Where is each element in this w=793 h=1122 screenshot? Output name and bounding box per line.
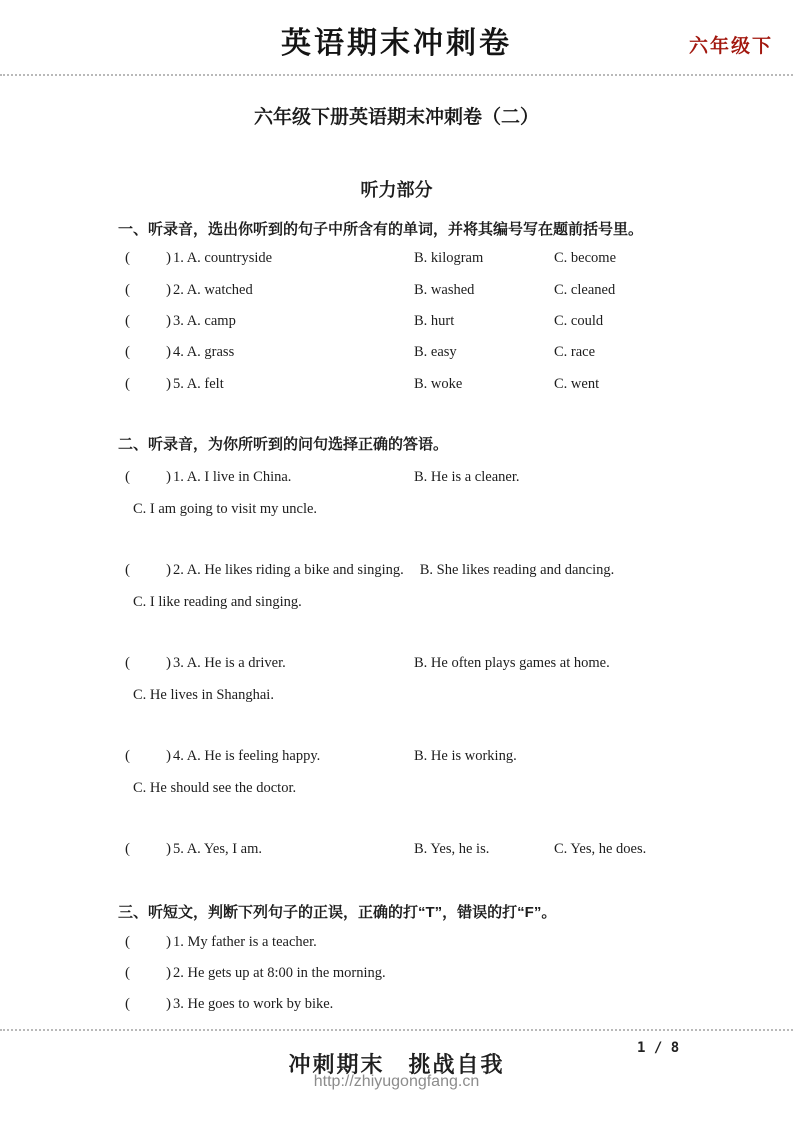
bracket-close: ) (166, 562, 171, 579)
answer-bracket (125, 748, 171, 765)
question-row (0, 274, 793, 305)
section-3-instruction: 三、听短文，判断下列句子的正误，正确的打“T”，错误的打“F”。 (118, 903, 557, 921)
question-row (0, 462, 793, 494)
bracket-open: ( (125, 933, 130, 950)
question-block (0, 834, 793, 866)
answer-bracket (125, 934, 171, 951)
statement: 1. My father is a teacher. (173, 933, 317, 950)
statement: 3. He goes to work by bike. (173, 995, 334, 1012)
option-c: C. went (554, 375, 600, 392)
section-2-questions (0, 462, 793, 866)
answer-bracket (125, 965, 171, 982)
bracket-close: ) (166, 281, 171, 298)
grade-badge: 六年级下 (688, 36, 773, 57)
answer-bracket (125, 313, 171, 330)
question-row (0, 989, 793, 1020)
answer-bracket (125, 841, 171, 858)
bracket-open: ( (125, 281, 130, 298)
answer-bracket (125, 376, 171, 393)
option-c: C. cleaned (554, 281, 616, 298)
bracket-open: ( (125, 562, 130, 579)
option-b: B. hurt (414, 312, 455, 329)
bracket-close: ) (166, 933, 171, 950)
question-row (0, 927, 793, 958)
answer-bracket (125, 344, 171, 361)
page-indicator: 1 / 8 (637, 1040, 680, 1056)
option-a: 1. A. I live in China. (173, 469, 292, 486)
option-c: C. He lives in Shanghai. (133, 687, 274, 704)
option-a: 1. A. countryside (173, 250, 273, 267)
bracket-close: ) (166, 995, 171, 1012)
bracket-open: ( (125, 655, 130, 672)
answer-bracket (125, 996, 171, 1013)
option-b: B. Yes, he is. (414, 841, 490, 858)
question-row (0, 648, 793, 680)
answer-bracket (125, 562, 171, 579)
bracket-close: ) (166, 250, 171, 267)
footer-divider (0, 1029, 793, 1031)
answer-bracket (125, 469, 171, 486)
bracket-close: ) (166, 655, 171, 672)
section-3-questions (0, 927, 793, 1020)
option-b: B. kilogram (414, 250, 484, 267)
option-b: B. He is a cleaner. (414, 469, 520, 486)
question-block (0, 462, 793, 526)
option-a: 5. A. felt (173, 375, 224, 392)
option-b: B. easy (414, 344, 457, 361)
page-content (0, 75, 793, 1020)
option-c: C. I like reading and singing. (133, 594, 302, 611)
question-row (0, 337, 793, 368)
question-row (0, 306, 793, 337)
option-a: 4. A. He is feeling happy. (173, 748, 321, 765)
option-b: B. He often plays games at home. (414, 655, 610, 672)
question-block (0, 555, 793, 619)
option-c: C. He should see the doctor. (133, 780, 297, 797)
bracket-open: ( (125, 312, 130, 329)
bracket-open: ( (125, 995, 130, 1012)
bracket-close: ) (166, 841, 171, 858)
bracket-close: ) (166, 312, 171, 329)
option-b: B. woke (414, 375, 463, 392)
question-row (0, 741, 793, 773)
question-row (0, 555, 793, 587)
document-title: 六年级下册英语期末冲刺卷（二） (253, 107, 539, 128)
option-c: C. Yes, he does. (554, 841, 647, 858)
section-1-questions (0, 243, 793, 400)
option-b: B. washed (414, 281, 475, 298)
bracket-open: ( (125, 841, 130, 858)
option-b: B. She likes reading and dancing. (419, 562, 615, 579)
bracket-open: ( (125, 964, 130, 981)
option-a: 2. A. watched (173, 281, 253, 298)
section-1-instruction: 一、听录音，选出你听到的句子中所含有的单词，并将其编号写在题前括号里。 (118, 221, 644, 238)
bracket-close: ) (166, 469, 171, 486)
option-b: B. He is working. (414, 748, 517, 765)
question-block (0, 648, 793, 712)
bracket-open: ( (125, 344, 130, 361)
part-title: 听力部分 (360, 180, 433, 200)
bracket-close: ) (166, 964, 171, 981)
option-c: C. become (554, 250, 617, 267)
question-row (0, 243, 793, 274)
footer-slogan: 冲刺期末 挑战自我 (288, 1052, 505, 1077)
option-a: 2. A. He likes riding a bike and singing. (173, 562, 404, 579)
exam-series-title: 英语期末冲刺卷 (281, 27, 512, 60)
section-2-instruction: 二、听录音，为你所听到的问句选择正确的答语。 (118, 435, 449, 453)
option-a: 5. A. Yes, I am. (173, 841, 263, 858)
option-c: C. race (554, 344, 596, 361)
option-a: 4. A. grass (173, 344, 235, 361)
answer-bracket (125, 282, 171, 299)
bracket-open: ( (125, 250, 130, 267)
bracket-open: ( (125, 375, 130, 392)
bracket-close: ) (166, 748, 171, 765)
answer-bracket (125, 655, 171, 672)
option-a: 3. A. camp (173, 312, 236, 329)
question-block (0, 741, 793, 805)
bracket-open: ( (125, 748, 130, 765)
statement: 2. He gets up at 8:00 in the morning. (173, 964, 386, 981)
bracket-open: ( (125, 469, 130, 486)
site-url-link[interactable]: http://zhiyugongfang.cn (313, 1073, 480, 1090)
bracket-close: ) (166, 375, 171, 392)
answer-bracket (125, 250, 171, 267)
bracket-close: ) (166, 344, 171, 361)
option-c: C. I am going to visit my uncle. (133, 501, 318, 518)
question-row (0, 834, 793, 866)
option-c: C. could (554, 312, 604, 329)
question-row (0, 369, 793, 400)
question-row (0, 958, 793, 989)
option-a: 3. A. He is a driver. (173, 655, 286, 672)
